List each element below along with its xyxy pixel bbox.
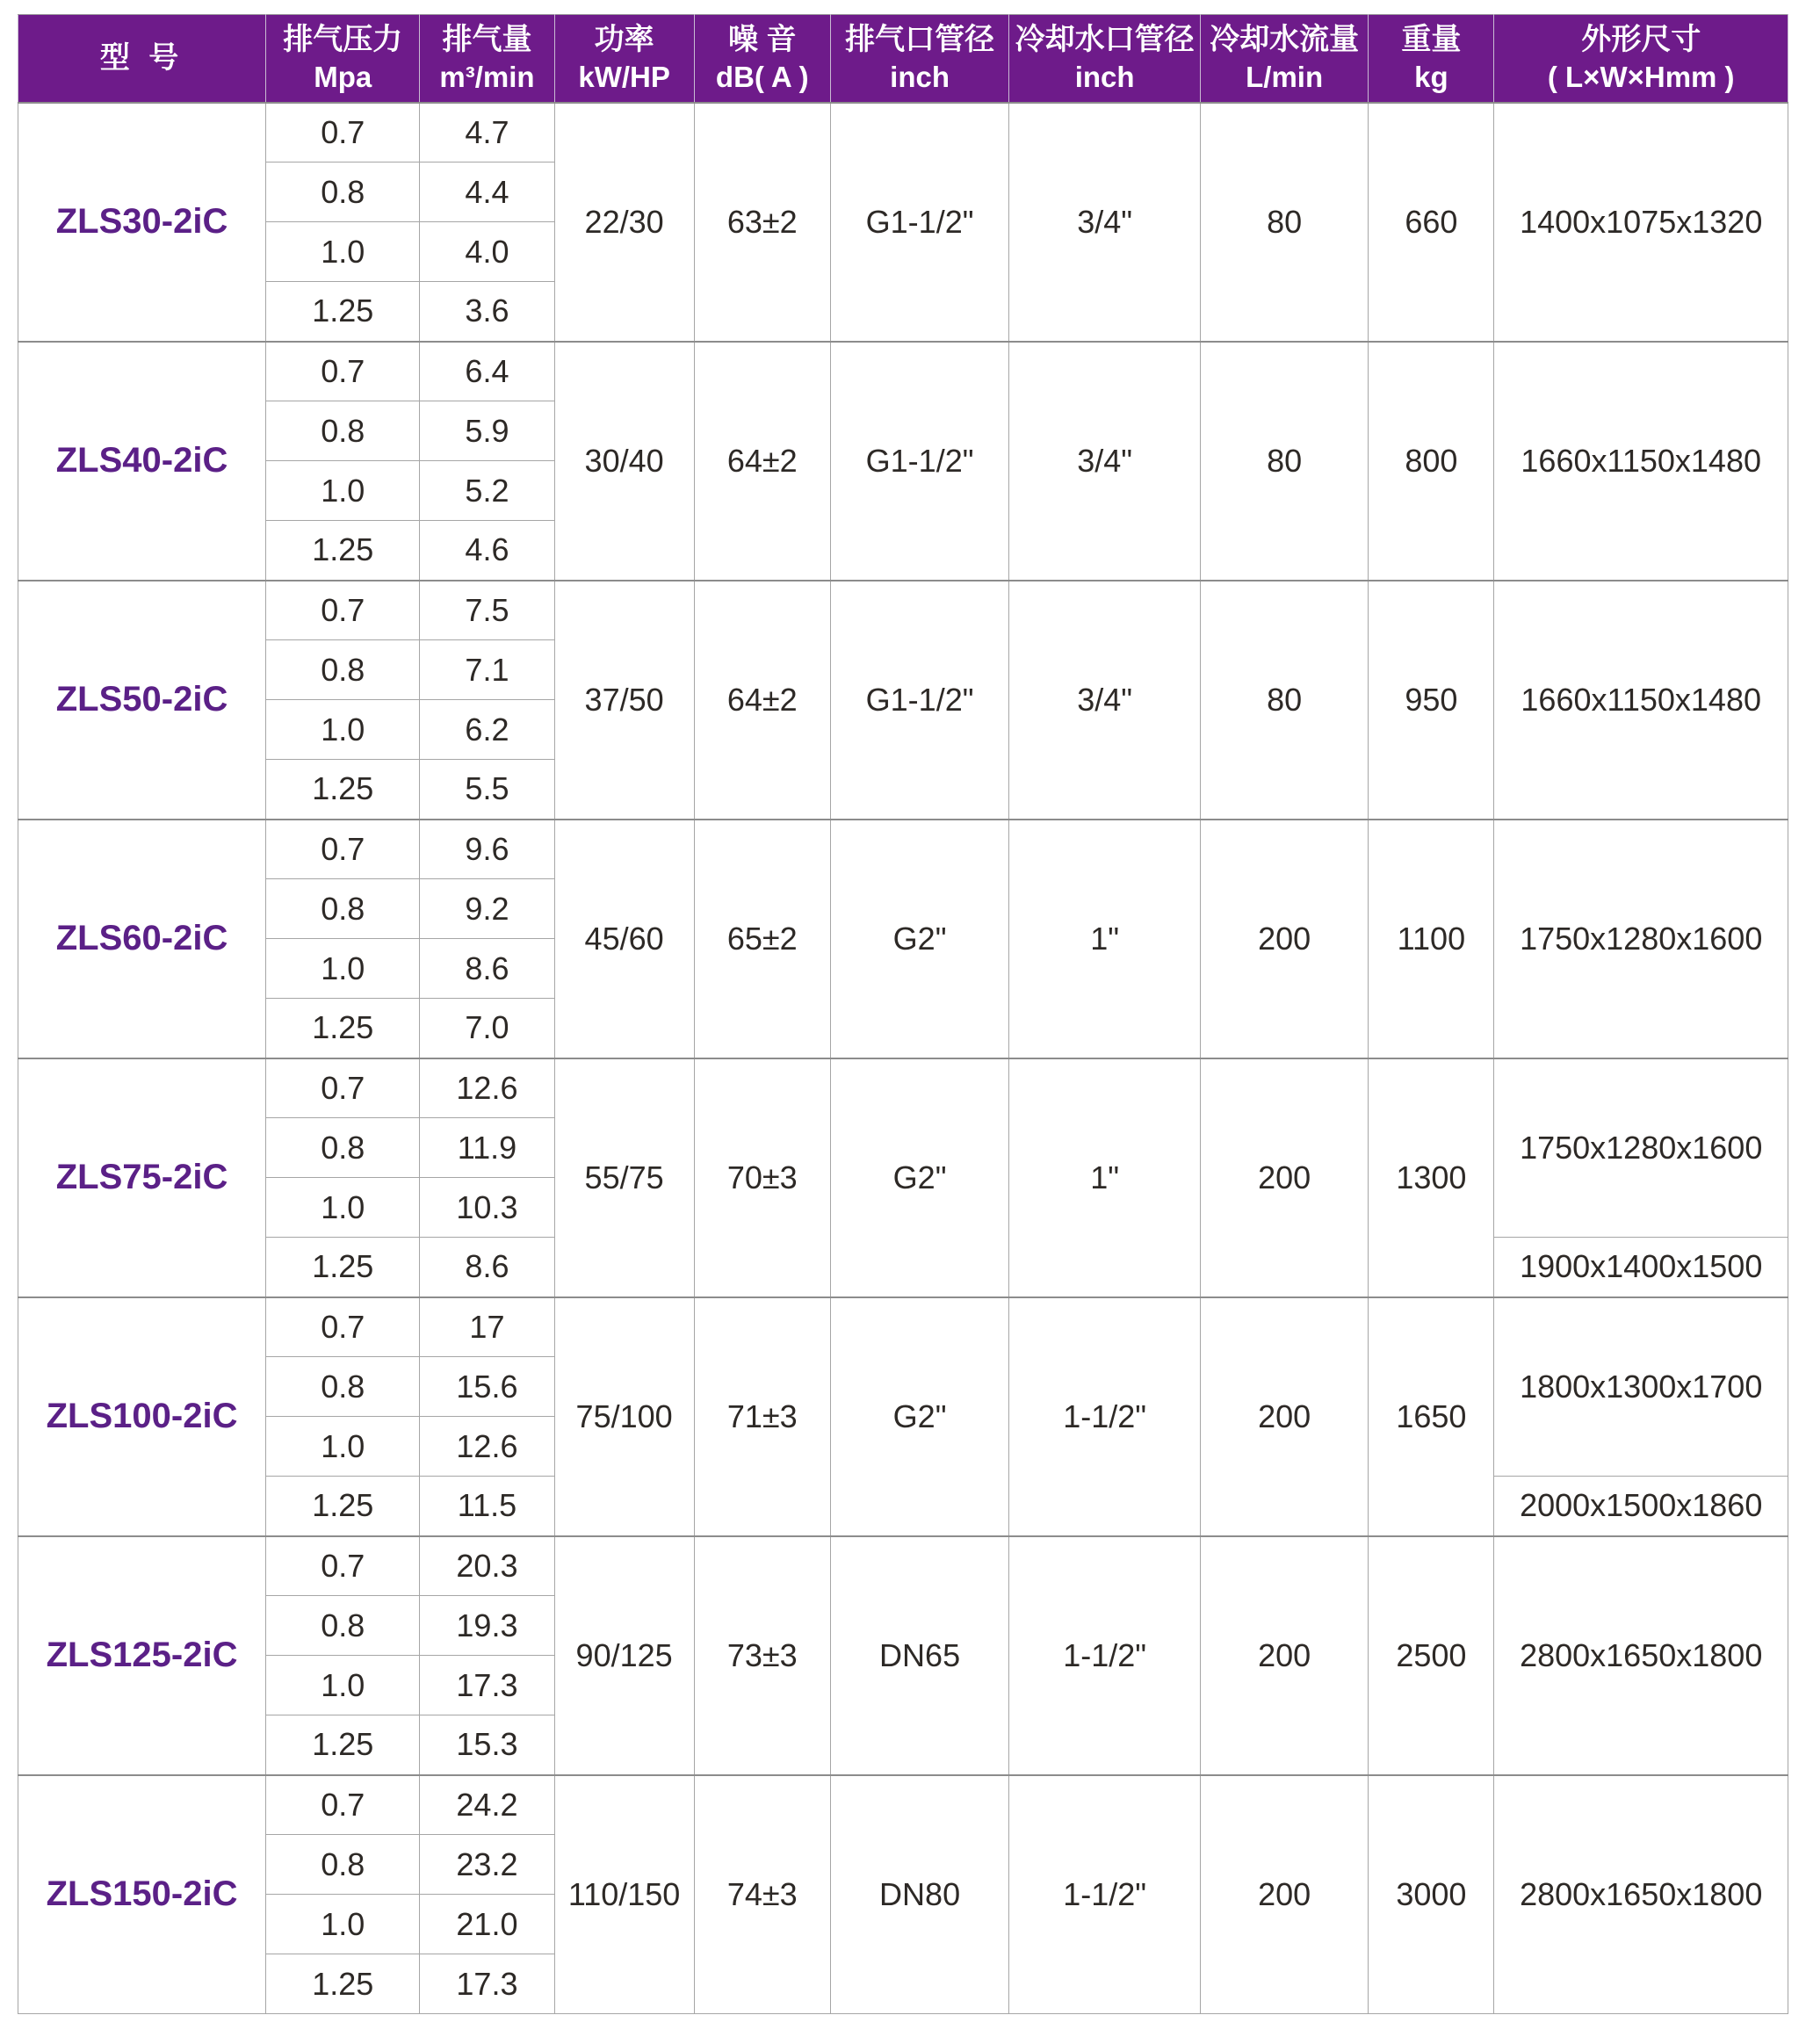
volume-cell: 4.6	[420, 521, 554, 581]
col-header-title: 外形尺寸	[1581, 23, 1701, 57]
volume-cell: 7.1	[420, 640, 554, 700]
col-header-unit: L/min	[1246, 60, 1324, 93]
power-cell: 45/60	[554, 820, 694, 1058]
dimensions-cell: 1750x1280x1600	[1494, 1058, 1788, 1238]
volume-cell: 3.6	[420, 282, 554, 342]
volume-cell: 12.6	[420, 1058, 554, 1118]
col-header-volume	[420, 15, 554, 103]
col-header-unit: kW/HP	[578, 60, 670, 93]
dimensions-cell: 1400x1075x1320	[1494, 103, 1788, 342]
volume-cell: 7.0	[420, 999, 554, 1058]
pressure-cell: 1.25	[266, 282, 420, 342]
col-header-unit: inch	[1074, 60, 1135, 93]
volume-cell: 4.0	[420, 222, 554, 282]
col-header-title: 排气压力	[283, 23, 403, 57]
noise-cell: 64±2	[694, 342, 830, 581]
volume-cell: 20.3	[420, 1536, 554, 1596]
cooling-port-cell: 1-1/2"	[1009, 1536, 1201, 1775]
noise-cell: 70±3	[694, 1058, 830, 1297]
volume-cell: 12.6	[420, 1417, 554, 1477]
col-header-title: 排气量	[442, 23, 532, 57]
volume-cell: 17.3	[420, 1954, 554, 2014]
volume-cell: 23.2	[420, 1835, 554, 1895]
exhaust-port-cell: G1-1/2"	[830, 342, 1009, 581]
noise-cell: 74±3	[694, 1775, 830, 2014]
dimensions-cell: 1750x1280x1600	[1494, 820, 1788, 1058]
model-cell: ZLS40-2iC	[18, 342, 266, 581]
header-row	[18, 15, 1788, 103]
pressure-cell: 0.8	[266, 1118, 420, 1178]
volume-cell: 15.6	[420, 1357, 554, 1417]
cooling-port-cell: 1"	[1009, 820, 1201, 1058]
model-cell: ZLS100-2iC	[18, 1297, 266, 1536]
power-cell: 90/125	[554, 1536, 694, 1775]
dimensions-cell: 1660x1150x1480	[1494, 581, 1788, 820]
cooling-flow-cell: 200	[1200, 1058, 1368, 1297]
noise-cell: 65±2	[694, 820, 830, 1058]
volume-cell: 7.5	[420, 581, 554, 640]
power-cell: 110/150	[554, 1775, 694, 2014]
power-cell: 22/30	[554, 103, 694, 342]
weight-cell: 1300	[1369, 1058, 1494, 1297]
cooling-flow-cell: 200	[1200, 820, 1368, 1058]
col-header-model	[18, 15, 266, 103]
pressure-cell: 1.0	[266, 1178, 420, 1238]
cooling-port-cell: 3/4"	[1009, 342, 1201, 581]
pressure-cell: 0.7	[266, 581, 420, 640]
col-header-power	[554, 15, 694, 103]
exhaust-port-cell: DN80	[830, 1775, 1009, 2014]
model-cell: ZLS150-2iC	[18, 1775, 266, 2014]
weight-cell: 1100	[1369, 820, 1494, 1058]
pressure-cell: 1.0	[266, 1656, 420, 1715]
exhaust-port-cell: G1-1/2"	[830, 103, 1009, 342]
volume-cell: 4.7	[420, 103, 554, 163]
model-cell: ZLS75-2iC	[18, 1058, 266, 1297]
pressure-cell: 1.25	[266, 760, 420, 820]
spec-row-ZLS150-2iC-0	[18, 1775, 1788, 1835]
noise-cell: 71±3	[694, 1297, 830, 1536]
col-header-title: 冷却水口管径	[1015, 23, 1195, 57]
cooling-flow-cell: 200	[1200, 1775, 1368, 2014]
cooling-flow-cell: 80	[1200, 581, 1368, 820]
spec-row-ZLS75-2iC-0	[18, 1058, 1788, 1118]
cooling-port-cell: 1"	[1009, 1058, 1201, 1297]
pressure-cell: 0.7	[266, 1297, 420, 1357]
pressure-cell: 0.7	[266, 103, 420, 163]
col-header-title: 功率	[594, 23, 654, 57]
volume-cell: 4.4	[420, 163, 554, 222]
pressure-cell: 1.0	[266, 939, 420, 999]
volume-cell: 8.6	[420, 1238, 554, 1297]
col-header-pressure	[266, 15, 420, 103]
pressure-cell: 1.25	[266, 1238, 420, 1297]
exhaust-port-cell: G2"	[830, 1297, 1009, 1536]
pressure-cell: 1.25	[266, 521, 420, 581]
col-header-unit: kg	[1414, 60, 1448, 93]
volume-cell: 5.9	[420, 401, 554, 461]
volume-cell: 24.2	[420, 1775, 554, 1835]
volume-cell: 5.2	[420, 461, 554, 521]
dimensions-cell: 2800x1650x1800	[1494, 1775, 1788, 2014]
pressure-cell: 1.25	[266, 1477, 420, 1536]
col-header-title: 噪 音	[728, 23, 797, 57]
pressure-cell: 0.8	[266, 640, 420, 700]
col-header-cooling_port	[1009, 15, 1201, 103]
spec-table-body	[18, 103, 1788, 2014]
spec-table	[18, 14, 1788, 2014]
pressure-cell: 0.7	[266, 1058, 420, 1118]
spec-row-ZLS100-2iC-0	[18, 1297, 1788, 1357]
pressure-cell: 0.8	[266, 879, 420, 939]
exhaust-port-cell: G2"	[830, 1058, 1009, 1297]
volume-cell: 21.0	[420, 1895, 554, 1954]
volume-cell: 5.5	[420, 760, 554, 820]
dimensions-cell-alt: 1900x1400x1500	[1494, 1238, 1788, 1297]
col-header-weight	[1369, 15, 1494, 103]
model-cell: ZLS60-2iC	[18, 820, 266, 1058]
volume-cell: 17.3	[420, 1656, 554, 1715]
col-header-title: 重量	[1401, 23, 1462, 57]
exhaust-port-cell: DN65	[830, 1536, 1009, 1775]
pressure-cell: 1.0	[266, 700, 420, 760]
weight-cell: 800	[1369, 342, 1494, 581]
volume-cell: 17	[420, 1297, 554, 1357]
volume-cell: 15.3	[420, 1715, 554, 1775]
spec-row-ZLS60-2iC-0	[18, 820, 1788, 879]
volume-cell: 9.6	[420, 820, 554, 879]
pressure-cell: 1.0	[266, 1417, 420, 1477]
col-header-unit: inch	[890, 60, 950, 93]
power-cell: 30/40	[554, 342, 694, 581]
dimensions-cell: 2800x1650x1800	[1494, 1536, 1788, 1775]
col-header-cooling_flow	[1200, 15, 1368, 103]
pressure-cell: 1.0	[266, 461, 420, 521]
pressure-cell: 1.0	[266, 1895, 420, 1954]
col-header-title: 排气口管径	[845, 23, 995, 57]
cooling-port-cell: 3/4"	[1009, 103, 1201, 342]
col-header-title: 冷却水流量	[1210, 23, 1360, 57]
cooling-flow-cell: 200	[1200, 1297, 1368, 1536]
dimensions-cell: 1660x1150x1480	[1494, 342, 1788, 581]
weight-cell: 1650	[1369, 1297, 1494, 1536]
noise-cell: 63±2	[694, 103, 830, 342]
pressure-cell: 0.8	[266, 1357, 420, 1417]
cooling-port-cell: 1-1/2"	[1009, 1775, 1201, 2014]
spec-row-ZLS30-2iC-0	[18, 103, 1788, 163]
pressure-cell: 0.8	[266, 163, 420, 222]
weight-cell: 3000	[1369, 1775, 1494, 2014]
spec-table-header	[18, 15, 1788, 103]
cooling-port-cell: 1-1/2"	[1009, 1297, 1201, 1536]
col-header-unit: dB( A )	[715, 60, 809, 93]
col-header-dimensions	[1494, 15, 1788, 103]
power-cell: 75/100	[554, 1297, 694, 1536]
exhaust-port-cell: G2"	[830, 820, 1009, 1058]
model-cell: ZLS50-2iC	[18, 581, 266, 820]
spec-row-ZLS50-2iC-0	[18, 581, 1788, 640]
dimensions-cell: 1800x1300x1700	[1494, 1297, 1788, 1477]
exhaust-port-cell: G1-1/2"	[830, 581, 1009, 820]
noise-cell: 73±3	[694, 1536, 830, 1775]
model-cell: ZLS30-2iC	[18, 103, 266, 342]
cooling-flow-cell: 80	[1200, 342, 1368, 581]
pressure-cell: 0.7	[266, 1775, 420, 1835]
volume-cell: 6.4	[420, 342, 554, 401]
pressure-cell: 1.0	[266, 222, 420, 282]
pressure-cell: 1.25	[266, 999, 420, 1058]
pressure-cell: 0.7	[266, 342, 420, 401]
cooling-flow-cell: 200	[1200, 1536, 1368, 1775]
volume-cell: 11.5	[420, 1477, 554, 1536]
volume-cell: 6.2	[420, 700, 554, 760]
pressure-cell: 0.8	[266, 1596, 420, 1656]
volume-cell: 10.3	[420, 1178, 554, 1238]
weight-cell: 950	[1369, 581, 1494, 820]
volume-cell: 19.3	[420, 1596, 554, 1656]
pressure-cell: 0.7	[266, 820, 420, 879]
col-header-unit: ( L×W×Hmm )	[1547, 60, 1735, 93]
col-header-title: 型 号	[99, 41, 184, 75]
pressure-cell: 1.25	[266, 1715, 420, 1775]
col-header-unit: Mpa	[314, 60, 372, 93]
cooling-flow-cell: 80	[1200, 103, 1368, 342]
dimensions-cell-alt: 2000x1500x1860	[1494, 1477, 1788, 1536]
volume-cell: 9.2	[420, 879, 554, 939]
spec-row-ZLS125-2iC-0	[18, 1536, 1788, 1596]
pressure-cell: 1.25	[266, 1954, 420, 2014]
volume-cell: 8.6	[420, 939, 554, 999]
model-cell: ZLS125-2iC	[18, 1536, 266, 1775]
pressure-cell: 0.8	[266, 401, 420, 461]
col-header-exhaust_port	[830, 15, 1009, 103]
weight-cell: 660	[1369, 103, 1494, 342]
pressure-cell: 0.8	[266, 1835, 420, 1895]
power-cell: 55/75	[554, 1058, 694, 1297]
col-header-unit: m³/min	[439, 60, 535, 93]
spec-row-ZLS40-2iC-0	[18, 342, 1788, 401]
volume-cell: 11.9	[420, 1118, 554, 1178]
col-header-noise	[694, 15, 830, 103]
weight-cell: 2500	[1369, 1536, 1494, 1775]
noise-cell: 64±2	[694, 581, 830, 820]
cooling-port-cell: 3/4"	[1009, 581, 1201, 820]
power-cell: 37/50	[554, 581, 694, 820]
pressure-cell: 0.7	[266, 1536, 420, 1596]
